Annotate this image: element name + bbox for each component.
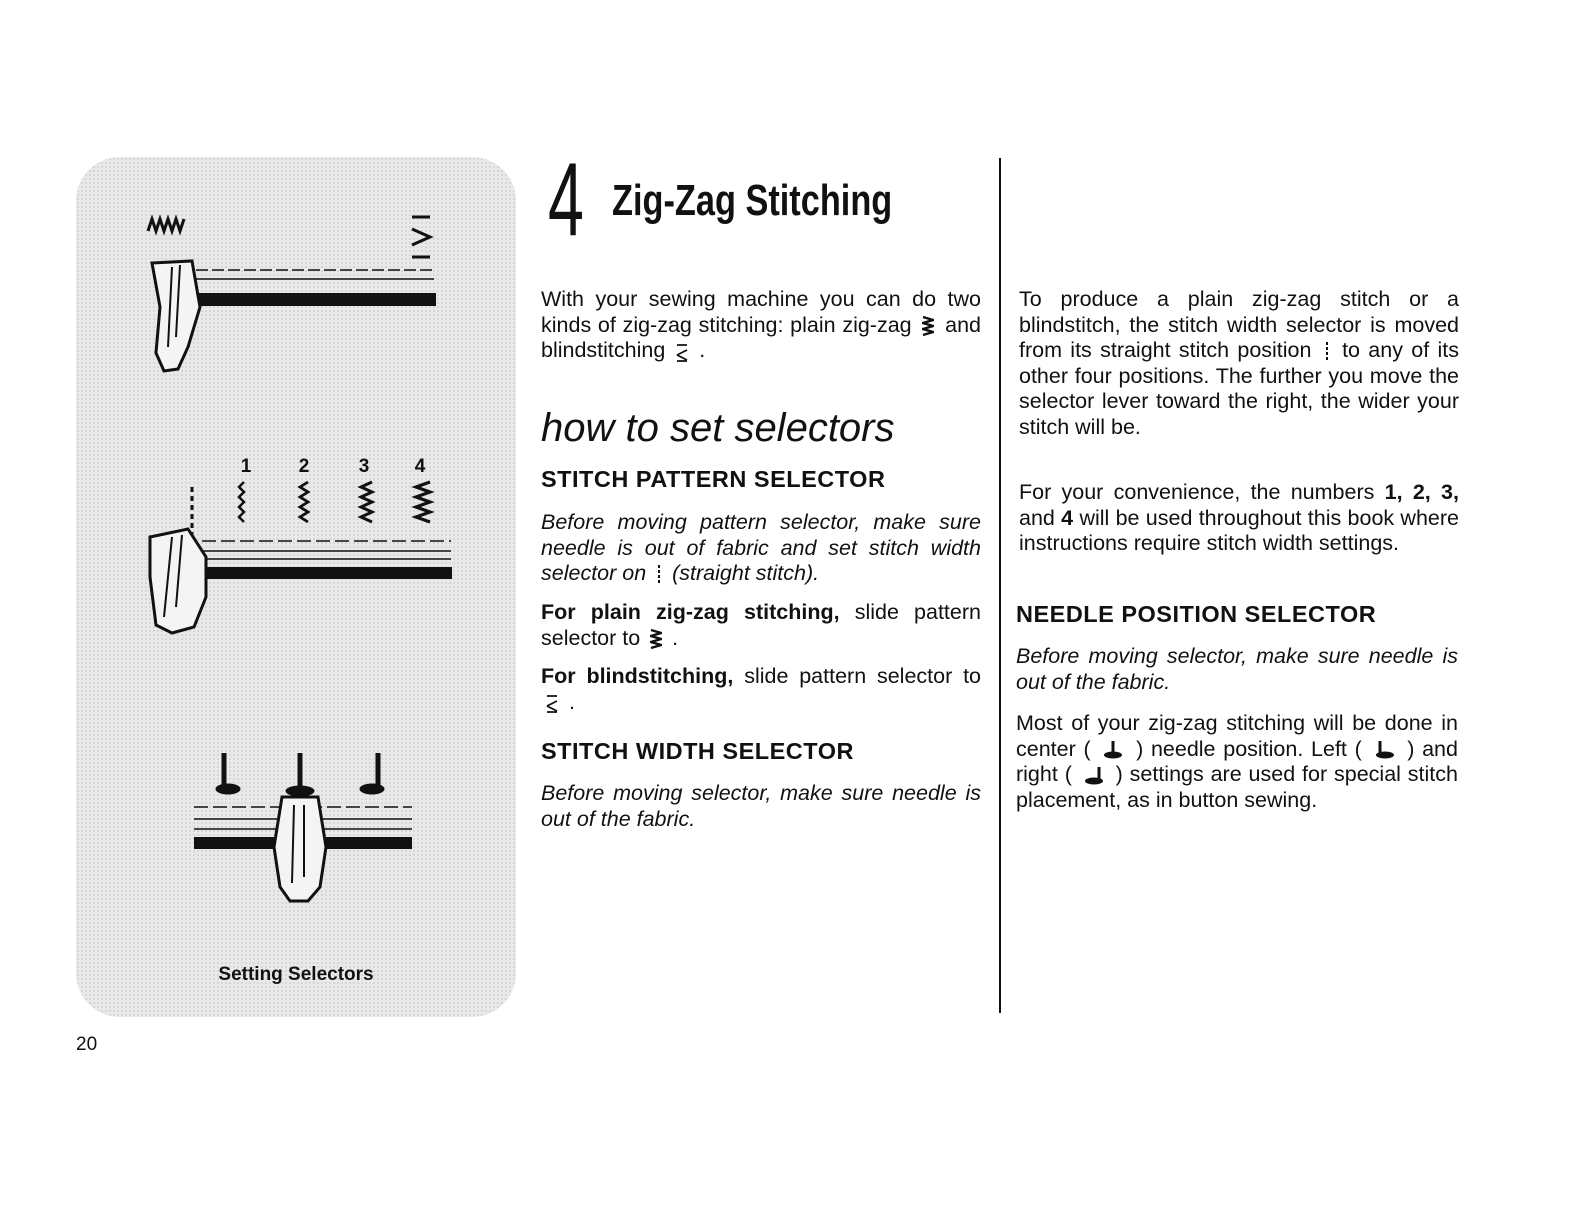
- needle-position-heading: NEEDLE POSITION SELECTOR: [1016, 601, 1377, 627]
- blindstitch-end: .: [568, 689, 575, 714]
- setting-selectors-illustration: [76, 157, 516, 1017]
- width-numbers-paragraph: [1019, 480, 1459, 557]
- pattern-selector-diagram: [148, 207, 436, 371]
- right-para2-a: For your convenience, the numbers: [1019, 480, 1375, 504]
- straight-stitch-icon: [1324, 341, 1330, 363]
- needle-position-caution: [1016, 644, 1458, 695]
- blindstitch-text: slide pattern selector to: [744, 664, 981, 688]
- zigzag-pattern-icon: [650, 628, 662, 650]
- intro-text-b: and blindstitching: [541, 312, 981, 363]
- intro-text-a: With your sewing machine you can do two kinds of zig-zag stitching: plain zig-zag: [541, 287, 981, 337]
- intro-text-c: .: [699, 338, 706, 363]
- width-selector-caution: [541, 781, 981, 832]
- center-needle-icon: [1102, 740, 1124, 760]
- width-selector-heading: STITCH WIDTH SELECTOR: [541, 738, 854, 764]
- right-para2-c: will be used throughout this book where instructions require stitch width settings.: [1019, 505, 1459, 556]
- zigzag-pattern-icon: [922, 315, 934, 337]
- blindstitch-pattern-icon: [545, 692, 559, 714]
- right-para3-c: ) and right (: [1016, 736, 1458, 787]
- width-number-1: 1: [240, 456, 252, 477]
- pattern-selector-heading: STITCH PATTERN SELECTOR: [541, 466, 886, 492]
- intro-paragraph: [541, 287, 981, 364]
- left-needle-icon: [1374, 740, 1396, 760]
- page-number: 20: [76, 1034, 98, 1055]
- blindstitch-instruction: [541, 664, 981, 715]
- right-para2-b: and: [1019, 505, 1055, 530]
- needle-position-paragraph: [1016, 711, 1458, 813]
- chapter-number: 4: [548, 142, 584, 258]
- right-para3-d: ) settings are used for special stitch placement, as in button sewing.: [1016, 762, 1458, 812]
- plain-zigzag-text: slide pattern selector to: [541, 600, 981, 650]
- plain-zigzag-bold: For plain zig-zag stitching,: [541, 600, 840, 624]
- section-subtitle: how to set selectors: [541, 406, 895, 450]
- width-number-2: 2: [298, 456, 310, 477]
- width-number-3: 3: [358, 456, 370, 477]
- page-title: Zig-Zag Stitching: [612, 176, 893, 225]
- pattern-selector-caution: [541, 510, 981, 587]
- width-selector-diagram: [150, 482, 452, 633]
- right-para1-a: To produce a plain zig-zag stitch or a blindstitch, the stitch width selector is moved from its straight stitch position: [1019, 287, 1459, 363]
- right-para3-b: ) needle position. Left (: [1136, 736, 1362, 761]
- right-needle-icon: [1083, 766, 1105, 786]
- needle-caution-text: Before moving selector, make sure needle is out of the fabric.: [1016, 644, 1458, 694]
- pattern-caution-b: (straight stitch).: [672, 561, 820, 586]
- illustration-panel: [76, 157, 516, 1017]
- plain-zigzag-end: .: [672, 625, 679, 650]
- straight-stitch-icon: [656, 564, 662, 586]
- width-number-4: 4: [414, 456, 426, 477]
- width-caution-text: Before moving selector, make sure needle is out of the fabric.: [541, 781, 981, 831]
- pattern-caution-a: Before moving pattern selector, make sure needle is out of fabric and set stitch width selector on: [541, 510, 981, 586]
- blindstitch-bold: For blindstitching,: [541, 664, 734, 688]
- plain-zigzag-instruction: [541, 600, 981, 651]
- right-para2-nums: 1, 2, 3,: [1384, 480, 1459, 504]
- right-para3-a: Most of your zig-zag stitching will be done in center (: [1016, 711, 1458, 761]
- width-selector-paragraph: [1019, 287, 1459, 441]
- figure-caption: Setting Selectors: [218, 964, 374, 985]
- right-para1-b: to any of its other four positions. The further you move the selector lever toward the right, the wider your stitch will be.: [1019, 338, 1459, 439]
- column-divider: [999, 158, 1001, 1013]
- needle-position-diagram: [194, 753, 412, 901]
- blindstitch-pattern-icon: [675, 341, 689, 363]
- right-para2-num4: 4: [1061, 505, 1074, 530]
